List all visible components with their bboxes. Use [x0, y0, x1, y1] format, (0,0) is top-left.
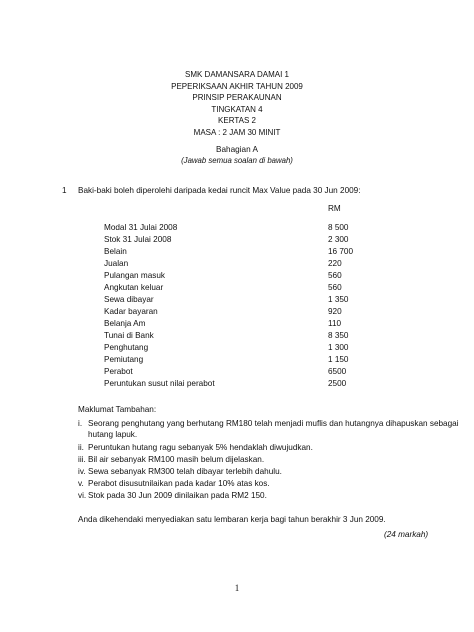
account-value: 2 300	[328, 235, 349, 244]
note-text: Bil air sebanyak RM100 masih belum dijelaskan.	[88, 455, 265, 464]
note-text: Perabot disusutnilaikan pada kadar 10% atas kos.	[88, 479, 270, 488]
account-value: 8 350	[328, 331, 349, 340]
note-label: vi.	[78, 491, 87, 500]
note-label: iii.	[78, 455, 86, 464]
account-label: Tunai di Bank	[104, 331, 154, 340]
note-label: v.	[78, 479, 84, 488]
note-text: Seorang penghutang yang berhutang RM180 telah menjadi muflis dan hutangnya dihapuskan sebagai	[88, 419, 459, 428]
account-value: 1 350	[328, 295, 349, 304]
account-value: 220	[328, 259, 342, 268]
school-name: SMK DAMANSARA DAMAI 1	[184, 70, 290, 79]
account-value: 8 500	[328, 223, 349, 232]
note-text: Sewa sebanyak RM300 telah dibayar terlebih dahulu.	[88, 467, 282, 476]
note-text: hutang lapuk.	[88, 430, 138, 439]
grade-title: TINGKATAN 4	[211, 105, 263, 114]
section-title: Bahagian A	[216, 145, 258, 154]
note-text: Peruntukan hutang ragu sebanyak 5% hendaklah diwujudkan.	[88, 443, 313, 452]
account-label: Perabot	[104, 367, 133, 376]
note-label: ii.	[78, 443, 84, 452]
account-label: Penghutang	[104, 343, 149, 352]
account-label: Peruntukan susut nilai perabot	[104, 379, 215, 388]
section-instruction: (Jawab semua soalan di bawah)	[181, 156, 293, 165]
account-label: Modal 31 Julai 2008	[104, 223, 178, 232]
currency-header: RM	[328, 204, 341, 213]
account-value: 6500	[328, 367, 347, 376]
account-label: Pulangan masuk	[104, 271, 165, 280]
notes-title: Maklumat Tambahan:	[78, 405, 157, 414]
account-value: 16 700	[328, 247, 354, 256]
account-label: Pemiutang	[104, 355, 144, 364]
page-number: 1	[234, 583, 240, 593]
paper-title: KERTAS 2	[218, 116, 256, 125]
marks-text: (24 markah)	[384, 530, 429, 539]
account-label: Belain	[104, 247, 127, 256]
note-label: iv.	[78, 467, 86, 476]
account-label: Jualan	[104, 259, 129, 268]
account-value: 1 150	[328, 355, 349, 364]
note-text: Stok pada 30 Jun 2009 dinilaikan pada RM2 150.	[88, 491, 267, 500]
task-text: Anda dikehendaki menyediakan satu lembaran kerja bagi tahun berakhir 3 Jun 2009.	[78, 515, 386, 524]
account-value: 2500	[328, 379, 347, 388]
duration-text: MASA : 2 JAM 30 MINIT	[193, 128, 281, 137]
subject-title: PRINSIP PERAKAUNAN	[192, 93, 282, 102]
account-value: 110	[328, 319, 342, 328]
account-label: Sewa dibayar	[104, 295, 154, 304]
account-value: 920	[328, 307, 342, 316]
exam-title: PEPERIKSAAN AKHIR TAHUN 2009	[171, 82, 303, 91]
account-label: Angkutan keluar	[104, 283, 164, 292]
account-label: Kadar bayaran	[104, 307, 158, 316]
question-number: 1	[62, 186, 67, 195]
account-value: 560	[328, 271, 342, 280]
account-label: Belanja Am	[104, 319, 146, 328]
question-text: Baki-baki boleh diperolehi daripada kedai runcit Max Value pada 30 Jun 2009:	[78, 186, 361, 195]
note-label: i.	[78, 419, 83, 428]
account-value: 1 300	[328, 343, 349, 352]
account-value: 560	[328, 283, 342, 292]
account-label: Stok 31 Julai 2008	[104, 235, 172, 244]
